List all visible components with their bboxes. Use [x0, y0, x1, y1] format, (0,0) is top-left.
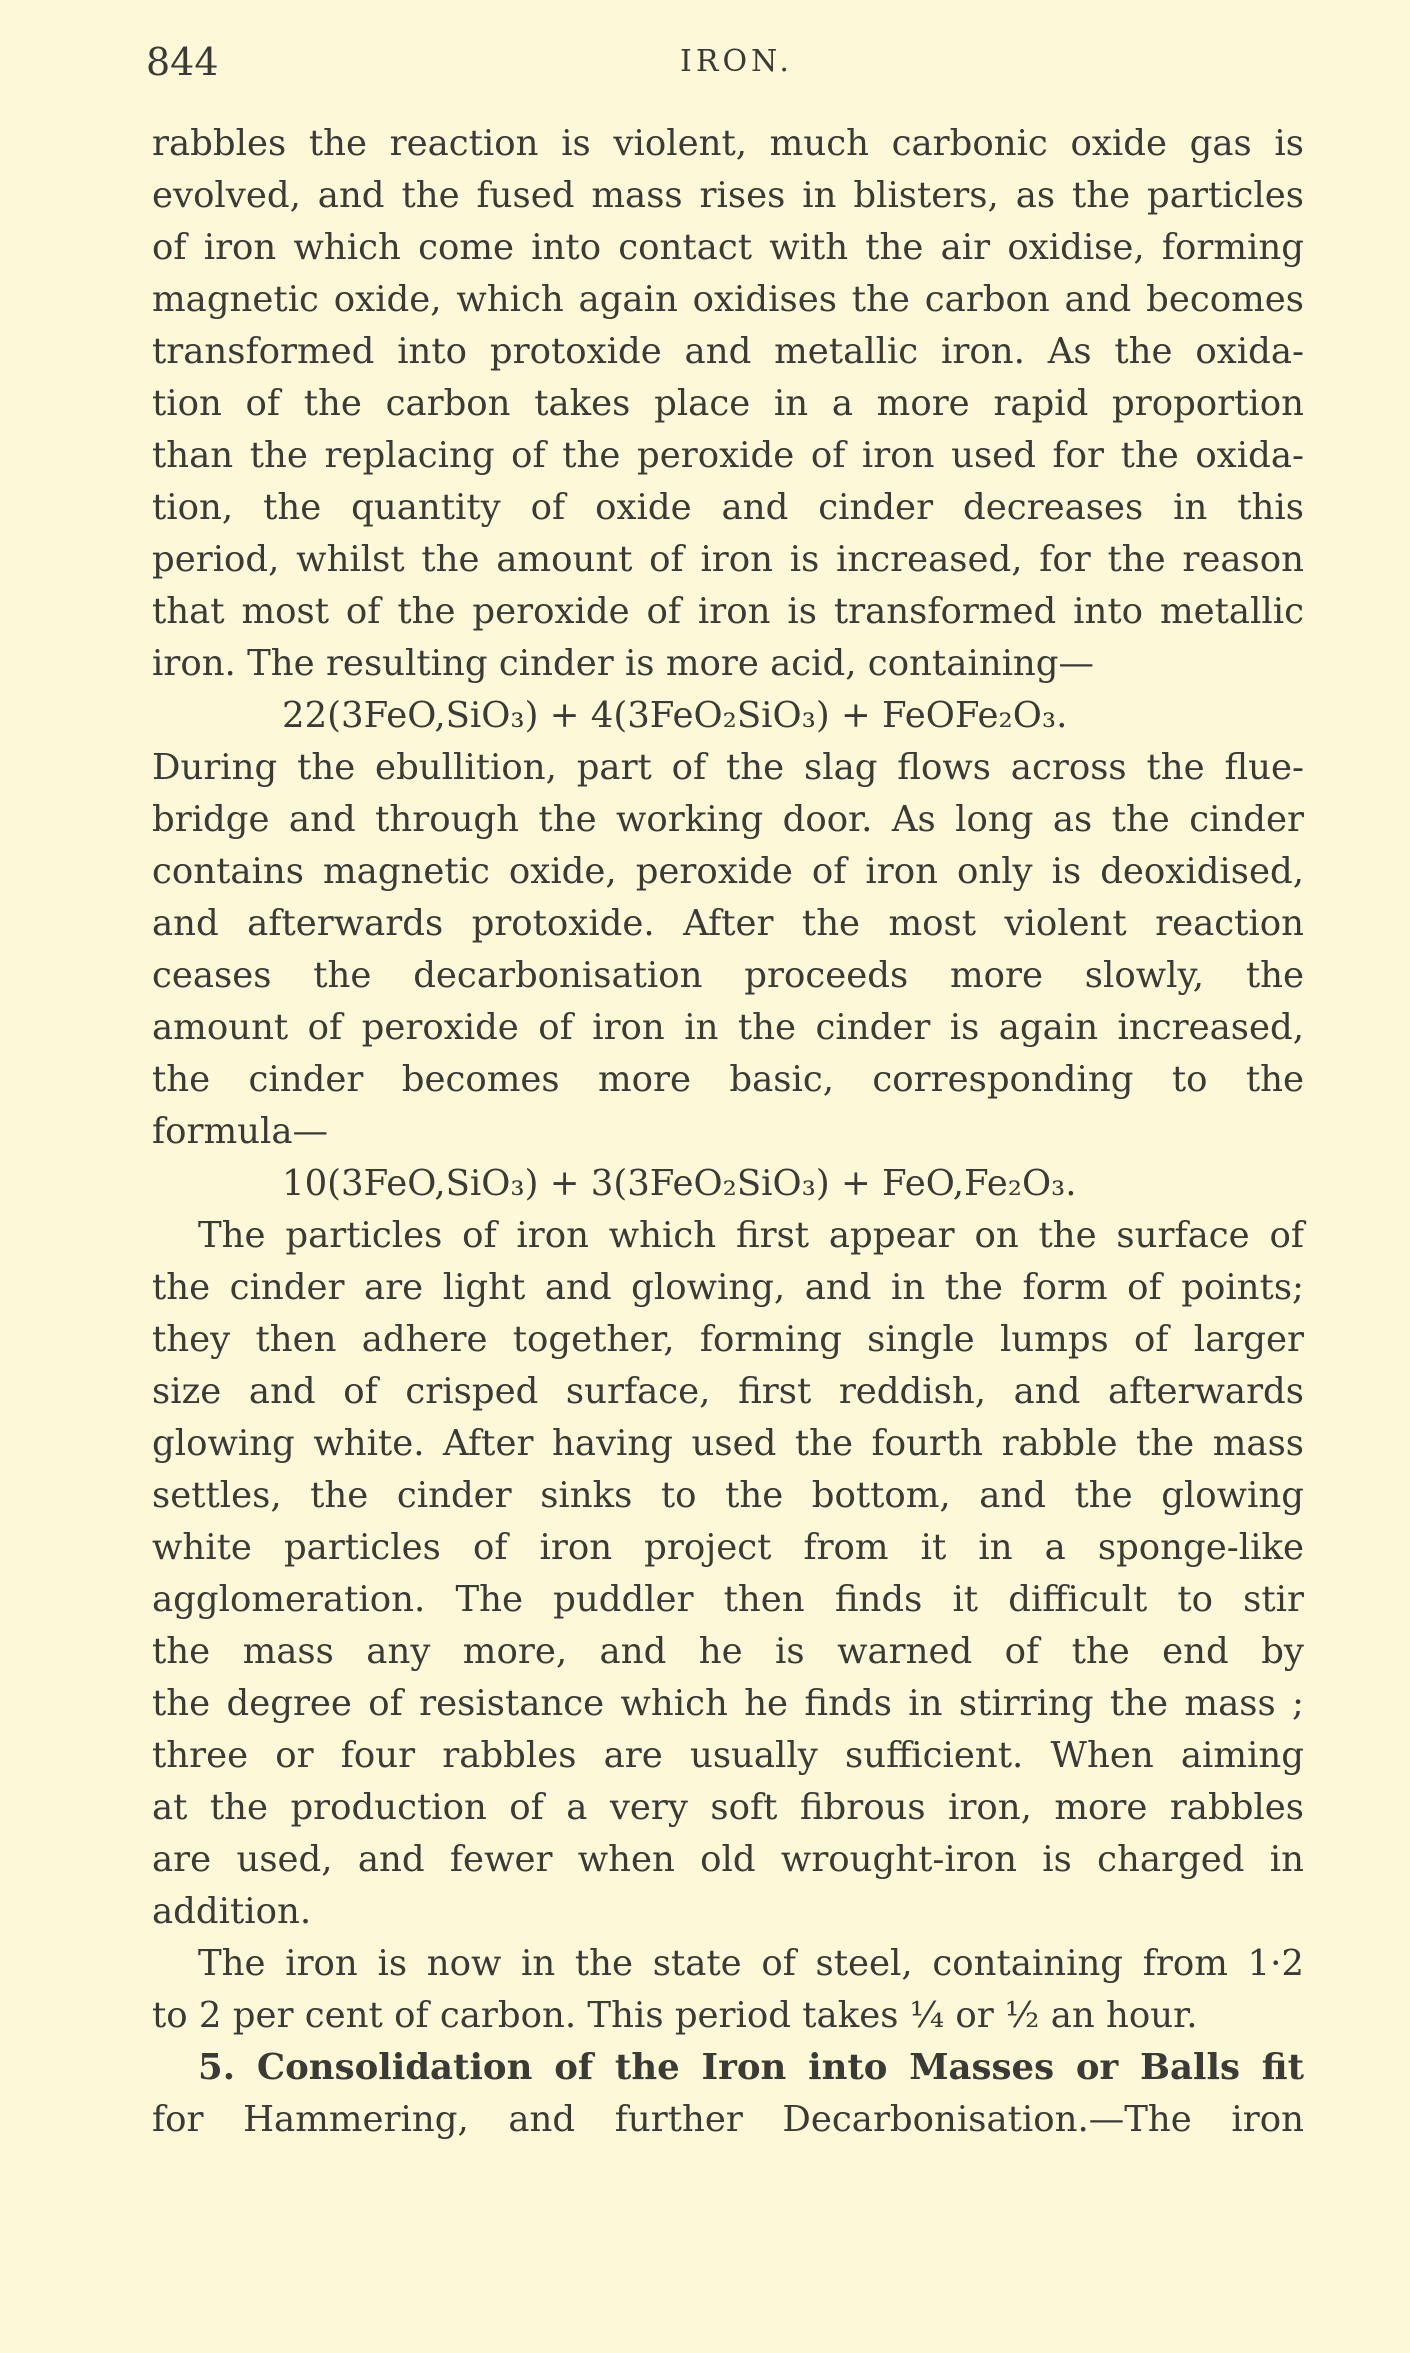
body-text: [152, 118, 1304, 2146]
page-number: 844: [146, 40, 219, 84]
text-line: agglomeration. The puddler then finds it difficult to stir: [152, 1579, 1304, 1620]
text-line: they then adhere together, forming single lumps of larger: [152, 1319, 1304, 1360]
text-line: ceases the decarbonisation proceeds more slowly, the: [152, 955, 1304, 996]
text-line: evolved, and the fused mass rises in blisters, as the particles: [152, 175, 1304, 216]
chemical-formula: 10(3FeO,SiO₃) + 3(3FeO₂SiO₃) + FeO,Fe₂O₃.: [282, 1163, 1077, 1204]
text-line: The iron is now in the state of steel, containing from 1·2: [198, 1943, 1304, 1984]
text-line: the mass any more, and he is warned of the end by: [152, 1631, 1304, 1672]
text-line: the cinder are light and glowing, and in the form of points;: [152, 1267, 1304, 1308]
text-line: three or four rabbles are usually sufficient. When aiming: [152, 1735, 1304, 1776]
text-line: at the production of a very soft fibrous iron, more rabbles: [152, 1787, 1304, 1828]
text-line: tion of the carbon takes place in a more rapid proportion: [152, 383, 1304, 424]
text-line: to 2 per cent of carbon. This period takes ¼ or ½ an hour.: [152, 1995, 1198, 2036]
text-line: that most of the peroxide of iron is transformed into metallic: [152, 591, 1304, 632]
text-line: magnetic oxide, which again oxidises the carbon and becomes: [152, 279, 1304, 320]
text-line: the degree of resistance which he finds in stirring the mass ;: [152, 1683, 1304, 1724]
text-line: bridge and through the working door. As long as the cinder: [152, 799, 1304, 840]
text-line: settles, the cinder sinks to the bottom, and the glowing: [152, 1475, 1304, 1516]
text-line: addition.: [152, 1891, 312, 1932]
text-line: contains magnetic oxide, peroxide of iron only is deoxidised,: [152, 851, 1304, 892]
text-line: transformed into protoxide and metallic iron. As the oxida-: [152, 331, 1304, 372]
text-line: size and of crisped surface, first reddish, and afterwards: [152, 1371, 1304, 1412]
section-heading-line: 5. Consolidation of the Iron into Masses or Balls fit: [198, 2047, 1304, 2088]
text-line: iron. The resulting cinder is more acid, containing—: [152, 643, 1095, 684]
text-line: the cinder becomes more basic, corresponding to the: [152, 1059, 1304, 1100]
chemical-formula: 22(3FeO,SiO₃) + 4(3FeO₂SiO₃) + FeOFe₂O₃.: [282, 695, 1068, 736]
text-line: white particles of iron project from it in a sponge-like: [152, 1527, 1304, 1568]
text-line: rabbles the reaction is violent, much carbonic oxide gas is: [152, 123, 1304, 164]
text-line: glowing white. After having used the fourth rabble the mass: [152, 1423, 1304, 1464]
running-title: IRON.: [680, 44, 793, 79]
page-header: [0, 40, 1410, 100]
text-line: tion, the quantity of oxide and cinder decreases in this: [152, 487, 1304, 528]
text-line: formula—: [152, 1111, 329, 1152]
text-line: During the ebullition, part of the slag flows across the flue-: [152, 747, 1304, 788]
text-line: are used, and fewer when old wrought-iron is charged in: [152, 1839, 1304, 1880]
text-line: The particles of iron which first appear on the surface of: [198, 1215, 1304, 1256]
text-line: period, whilst the amount of iron is increased, for the reason: [152, 539, 1304, 580]
text-line: amount of peroxide of iron in the cinder is again increased,: [152, 1007, 1304, 1048]
text-line: of iron which come into contact with the air oxidise, forming: [152, 227, 1304, 268]
section-heading-line: for Hammering, and further Decarbonisation.—The iron: [152, 2099, 1304, 2140]
text-line: than the replacing of the peroxide of iron used for the oxida-: [152, 435, 1304, 476]
text-line: and afterwards protoxide. After the most violent reaction: [152, 903, 1304, 944]
